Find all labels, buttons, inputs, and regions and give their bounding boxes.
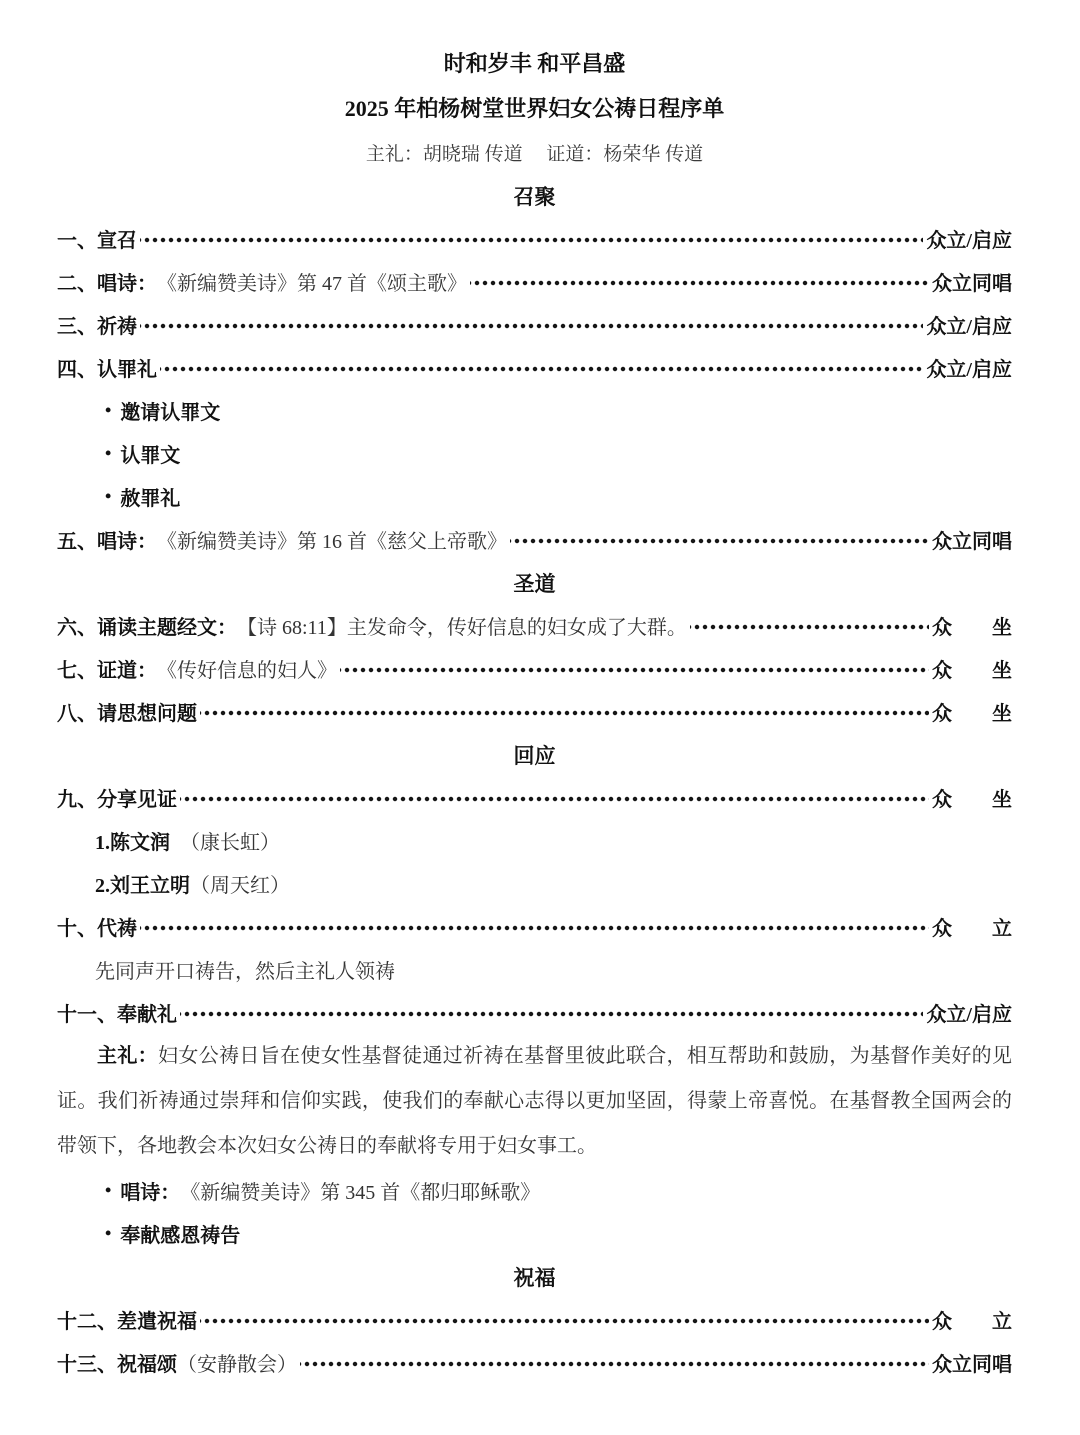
bullet-icon: • (105, 443, 112, 463)
bullet-label: 赦罪礼 (120, 488, 181, 510)
dot-leader (300, 1341, 929, 1384)
dot-leader (510, 518, 929, 561)
item-status: 众 立 (932, 1311, 1012, 1333)
section-title: 圣道 (513, 571, 556, 596)
item-status: 众立同唱 (932, 1354, 1012, 1376)
item-status: 众 坐 (932, 789, 1012, 811)
section-heading (57, 1255, 1012, 1298)
dot-leader (340, 647, 929, 690)
section-title: 回应 (513, 743, 556, 768)
section-heading (57, 733, 1012, 776)
item-status: 众 立 (932, 918, 1012, 940)
item-status: 众 坐 (932, 660, 1012, 682)
bullet-detail: 《新编赞美诗》第 345 首《都归耶稣歌》 (180, 1182, 541, 1204)
bullet-label: 唱诗： (120, 1182, 181, 1204)
program-item (57, 1341, 1012, 1384)
item-label: 二、唱诗： (57, 273, 157, 295)
bullet-label: 邀请认罪文 (120, 402, 221, 424)
program-item (57, 346, 1012, 389)
bullet-label: 奉献感恩祷告 (120, 1225, 241, 1247)
dot-leader (690, 604, 929, 647)
item-status: 众 坐 (932, 703, 1012, 725)
item-label: 九、分享见证 (57, 789, 177, 811)
item-detail: （安静散会） (177, 1354, 297, 1376)
dot-leader (160, 346, 923, 389)
program-item (57, 518, 1012, 561)
testimony-name: 1.陈文润 (95, 832, 170, 854)
item-detail: 《新编赞美诗》第 47 首《颂主歌》 (157, 273, 467, 295)
program-item (57, 991, 1012, 1034)
program-bullet-item (57, 389, 1012, 432)
bullet-icon: • (105, 486, 112, 506)
program-bullet-item (57, 1169, 1012, 1212)
dot-leader (470, 260, 929, 303)
paragraph-lead: 主礼： (97, 1045, 159, 1067)
bullet-icon: • (105, 1180, 112, 1200)
testimony-item (57, 862, 1012, 905)
item-status: 众立同唱 (932, 531, 1012, 553)
program-item (57, 260, 1012, 303)
item-label: 四、认罪礼 (57, 359, 157, 381)
header-title: 2025 年柏杨树堂世界妇女公祷日程序单 (344, 96, 725, 121)
testimony-item (57, 819, 1012, 862)
section-title: 召聚 (513, 184, 556, 209)
program-item (57, 303, 1012, 346)
item-label: 十二、差遣祝福 (57, 1311, 197, 1333)
note-line (57, 948, 1012, 991)
testimony-person: （周天红） (190, 875, 290, 897)
item-status: 众立/启应 (926, 1004, 1012, 1026)
item-label: 一、宣召 (57, 230, 137, 252)
note-text: 先同声开口祷告，然后主礼人领祷 (95, 961, 395, 983)
item-label: 六、诵读主题经文： (57, 617, 237, 639)
item-detail: 《新编赞美诗》第 16 首《慈父上帝歌》 (157, 531, 507, 553)
program-list (57, 174, 1012, 1384)
dot-leader (140, 217, 923, 260)
item-label: 五、唱诗： (57, 531, 157, 553)
item-status: 众 坐 (932, 617, 1012, 639)
item-label: 七、证道： (57, 660, 157, 682)
program-item (57, 776, 1012, 819)
header-officiants: 主礼：胡晓瑞 传道 证道：杨荣华 传道 (365, 143, 704, 165)
dot-leader (180, 776, 929, 819)
section-title: 祝福 (513, 1265, 556, 1290)
program-item (57, 905, 1012, 948)
section-heading (57, 561, 1012, 604)
item-detail: 【诗 68:11】主发命令，传好信息的妇女成了大群。 (237, 617, 687, 639)
dot-leader (200, 1298, 929, 1341)
bullet-icon: • (105, 400, 112, 420)
dot-leader (200, 690, 929, 733)
section-heading (57, 174, 1012, 217)
program-bullet-item (57, 432, 1012, 475)
item-status: 众立同唱 (932, 273, 1012, 295)
program-item (57, 690, 1012, 733)
item-label: 十三、祝福颂 (57, 1354, 177, 1376)
program-item (57, 647, 1012, 690)
bullet-label: 认罪文 (120, 445, 181, 467)
item-label: 十、代祷 (57, 918, 137, 940)
program-item (57, 1298, 1012, 1341)
header-motto: 时和岁丰 和平昌盛 (443, 51, 626, 76)
program-item (57, 217, 1012, 260)
dot-leader (180, 991, 923, 1034)
item-status: 众立/启应 (926, 359, 1012, 381)
dot-leader (140, 303, 923, 346)
offering-paragraph (57, 1034, 1012, 1169)
bullet-icon: • (105, 1223, 112, 1243)
paragraph-text: 妇女公祷日旨在使女性基督徒通过祈祷在基督里彼此联合，相互帮助和鼓励，为基督作美好的见证。我们祈祷通过崇拜和信仰实践，使我们的奉献心志得以更加坚固，得蒙上帝喜悦。在基督教全国两会的带领下，各地教会本次妇女公祷日的奉献将专用于妇女事工。 (57, 1045, 1013, 1157)
item-label: 三、祈祷 (57, 316, 137, 338)
dot-leader (140, 905, 929, 948)
program-bullet-item (57, 1212, 1012, 1255)
item-detail: 《传好信息的妇人》 (157, 660, 337, 682)
item-label: 八、请思想问题 (57, 703, 197, 725)
item-status: 众立/启应 (926, 230, 1012, 252)
item-status: 众立/启应 (926, 316, 1012, 338)
program-item (57, 604, 1012, 647)
testimony-name: 2.刘王立明 (95, 875, 190, 897)
item-label: 十一、奉献礼 (57, 1004, 177, 1026)
testimony-person: （康长虹） (170, 832, 280, 854)
program-bullet-item (57, 475, 1012, 518)
